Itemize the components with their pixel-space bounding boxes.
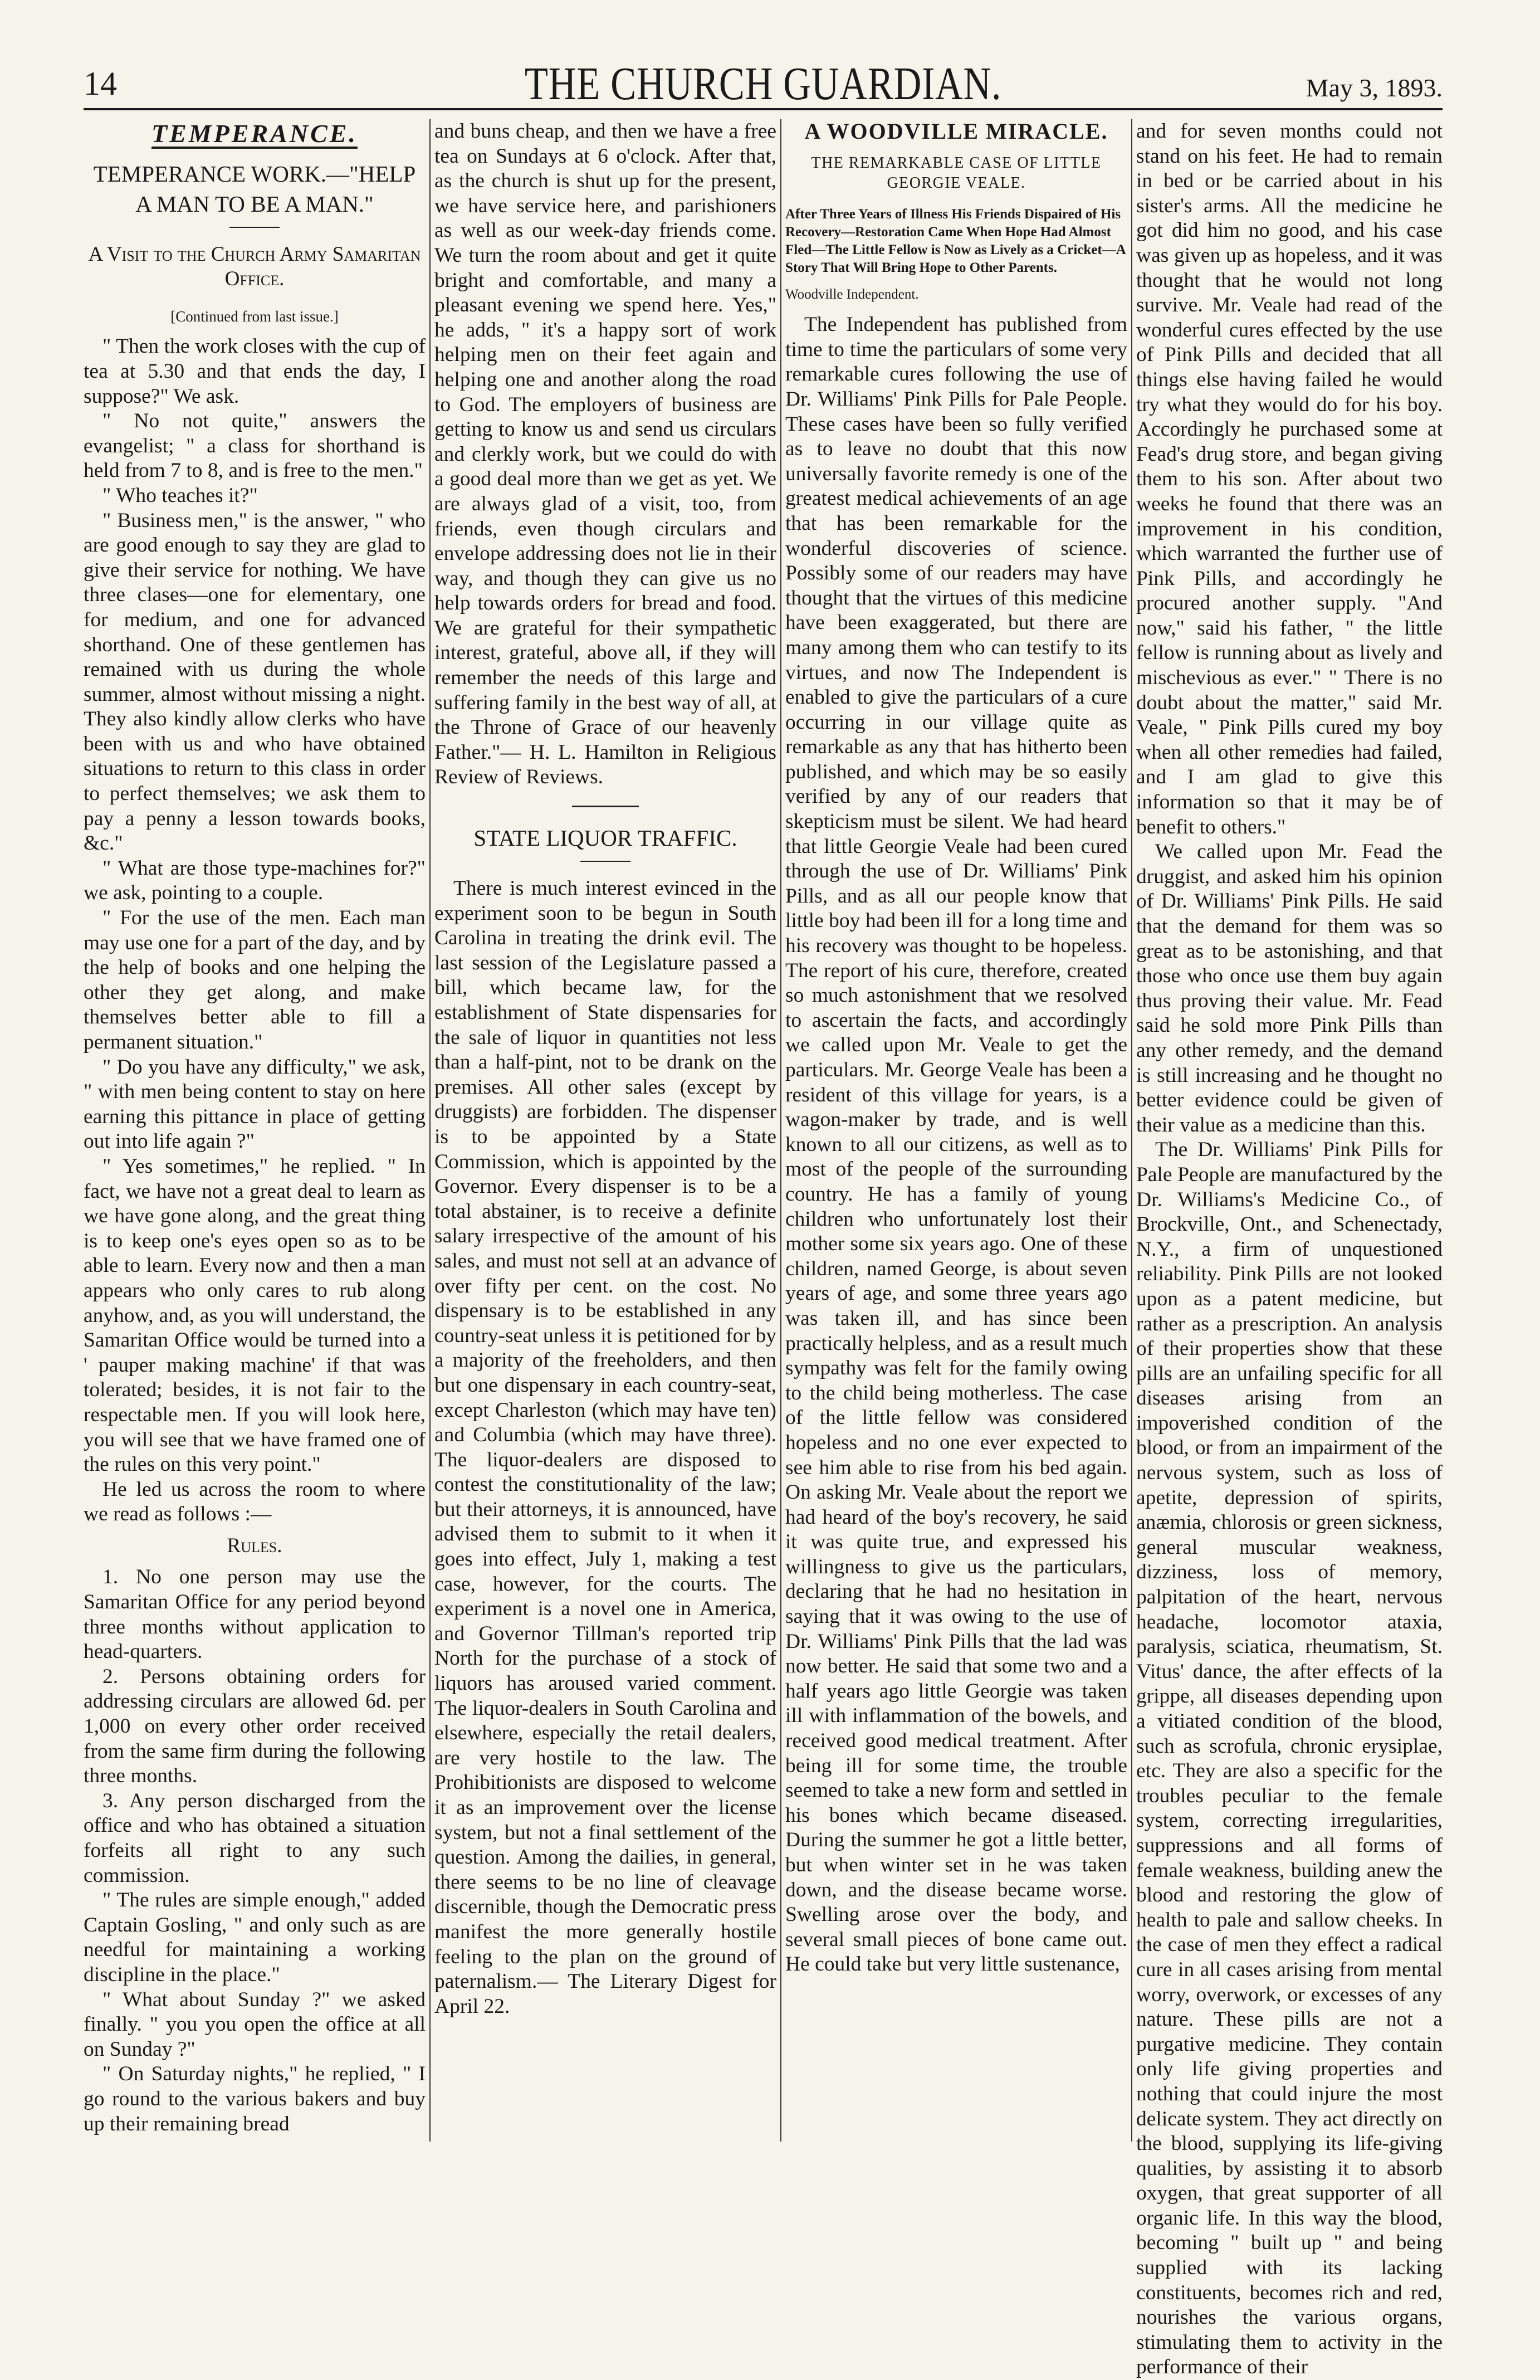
masthead xyxy=(84,58,1443,110)
rule-item: 2. Persons obtaining orders for addressing circulars are allowed 6d. per 1,000 on every other order received from the same firm during the following three months. xyxy=(84,1665,426,1788)
continued-note: [Continued from last issue.] xyxy=(170,308,339,325)
rules-heading: Rules. xyxy=(227,1534,282,1557)
article-headline: STATE LIQUOR TRAFFIC. xyxy=(473,825,737,851)
column-1 xyxy=(84,119,426,2142)
column-rule xyxy=(1131,119,1132,2142)
paragraph: and buns cheap, and then we have a free tea on Sundays at 6 o'clock. After that, as the church is shut up for the present, we have service here, and parishioners as well as our week-day friends come. We turn the room about and get it quite bright and comfortable, and many a pleasant evening we spend here. Yes," he adds, " it's a happy sort of work helping men on their feet again and helping one and another along the road to God. The employers of business are getting to know us and send us circulars and clerkly work, but we could do with a good deal more than we get as yet. We are always glad of a visit, too, from friends, even though circulars and envelope addressing does not lie in their way, and though they can give us no help towards orders for bread and food. We are grateful for their sympathetic interest, grateful, above all, if they will remember the needs of this large and suffering family in the best way of all, at the Throne of Grace of our heavenly Father."— H. L. Hamilton in Religious Review of Reviews. xyxy=(434,120,776,789)
divider xyxy=(580,861,630,862)
paragraph: " Then the work closes with the cup of tea at 5.30 and that ends the day, I suppose?" We ask. xyxy=(84,335,426,408)
paragraph: We called upon Mr. Fead the druggist, and asked him his opinion of Dr. Williams' Pink Pills. He said that the demand for them was so great as to be astonishing, and that those who once use them buy again thus proving their value. Mr. Fead said he sold more Pink Pills than any other remedy, and the demand is still increasing and he thought no better evidence could be given of their value as a medicine than this. xyxy=(1136,840,1443,1137)
paragraph: and for seven months could not stand on his feet. He had to remain in bed or be carried about in his sister's arms. All the medicine he got did him no good, and his case was given up as hopeless, and it was thought that he would not long survive. Mr. Veale had read of the wonderful cures effected by the use of Pink Pills and decided that all things else having failed he would try what they would do for his boy. Accordingly he purchased some at Fead's drug store, and began giving them to his son. After about two weeks he found that there was an improvement in his condition, which warranted the further use of Pink Pills, and accordingly he procured another supply. "And now," said his father, " the little fellow is running about as lively and mischevious as ever." " There is no doubt about the matter," said Mr. Veale, " Pink Pills cured my boy when all other remedies had failed, and I am glad to give this information so that it may be of benefit to others." xyxy=(1136,120,1443,838)
paragraph: The Dr. Williams' Pink Pills for Pale People are manufactured by the Dr. Williams's Medicine Co., of Brockville, Ont., and Schenectady, N.Y., a firm of unquestioned reliability. Pink Pills are not looked upon as a patent medicine, but rather as a prescription. An analysis of their properties show that these pills are an unfailing specific for all diseases arising from an impoverished condition of the blood, or from an impairment of the nervous system, such as loss of apetite, depression of spirits, anæmia, chlorosis or green sickness, general muscular weakness, dizziness, loss of memory, palpitation of the heart, nervous headache, locomotor ataxia, paralysis, sciatica, rheumatism, St. Vitus' dance, the after effects of la grippe, all diseases depending upon a vitiated condition of the blood, such as scrofula, chronic erysiplae, etc. They are also a specific for the troubles peculiar to the female system, correcting irregularities, suppressions and all forms of female weakness, building anew the blood and restoring the glow of health to pale and sallow cheeks. In the case of men they effect a radical cure in all cases arising from mental worry, overwork, or excesses of any nature. These pills are not a purgative medicine. They contain only life giving properties and nothing that could injure the most delicate system. They act directly on the blood, supplying its life-giving qualities, by assisting it to absorb oxygen, that great supporter of all organic life. In this way the blood, becoming " built up " and being supplied with its lacking constituents, becomes rich and red, nourishes the various organs, stimulating them to activity in the performance of their xyxy=(1136,1138,1443,2379)
rule-item: 3. Any person discharged from the office and who has obtained a situation forfeits all right to any such commission. xyxy=(84,1789,426,1887)
column-rule xyxy=(429,119,431,2142)
paragraph: " Yes sometimes," he replied. " In fact, we have not a great deal to learn as we have gone along, and the great thing is to keep one's eyes open so as to be able to learn. Every now and then a man appears who only cares to rub along anyhow, and, as you will understand, the Samaritan Office would be turned into a ' pauper making machine' if that was tolerated; besides, it is not fair to the respectable men. If you will look here, you will see that we have framed one of the rules on this very point." xyxy=(84,1154,426,1476)
issue-date: May 3, 1893. xyxy=(1306,74,1443,102)
column-rule xyxy=(780,119,781,2142)
divider xyxy=(229,227,280,228)
paragraph: " On Saturday nights," he replied, " I go round to the various bakers and buy up their remaining bread xyxy=(84,2062,426,2135)
paragraph: The Independent has published from time to time the particulars of some very remarkable cures following the use of Dr. Williams' Pink Pills for Pale People. These cases have been so fully verified as to leave no doubt that this now universally favorite remedy is one of the greatest medical achievements of an age that has been remarkable for the wonderful discoveries of science. Possibly some of our readers may have thought that the virtues of this medicine have been exaggerated, but there are many among them who can testify to its virtues, and now The Independent is enabled to give the particulars of a cure occurring in our village quite as remarkable as any that has hitherto been published, and which may be so easily verified by any of our readers that skepticism must be silent. We had heard that little Georgie Veale had been cured through the use of Dr. Williams' Pink Pills, and as all our people know that little boy had been ill for a long time and his recovery was thought to be hopeless. The report of his cure, therefore, created so much astonishment that we resolved to ascertain the facts, and accordingly we called upon Mr. Veale to get the particulars. Mr. George Veale has been a resident of this village for years, is a wagon-maker by trade, and is well known to all our citizens, as well as to most of the people of the surrounding country. He has a family of young children who unfortunately lost their mother some six years ago. One of these children, named George, is about seven years of age, and some three years ago was taken ill, and has since been practically helpless, and as a result much sympathy was felt for the family owing to the child being motherless. The case of the little fellow was considered hopeless and no one ever expected to see him able to rise from his bed again. On asking Mr. Veale about the report we had heard of the boy's recovery, he said it was quite true, and expressed his willingness to give us the particulars, declaring that he had no hesitation in saying that it was owing to the use of Dr. Williams' Pink Pills that the lad was now better. He said that some two and a half years ago little Georgie was taken ill with inflammation of the bowels, and received good medical treatment. After being ill for some time, the trouble seemed to take a new form and settled in his bones which became diseased. During the summer he got a little better, but when winter set in he was taken down, and the disease became worse. Swelling arose over the body, and several small pieces of bone came out. He could take but very little sustenance, xyxy=(785,313,1127,1976)
paragraph: " What are those type-machines for?" we ask, pointing to a couple. xyxy=(84,856,426,905)
paragraph: " Business men," is the answer, " who are good enough to say they are glad to give their service for nothing. We have three clases—one for elementary, one for medium, and one for advanced shorthand. One of these gentlemen has remained with us during the whole summer, almost without missing a night. They also kindly allow clerks who have been with us and who have obtained situations to return to this class in order to perfect themselves; we ask them to pay a penny a lesson towards books, &c." xyxy=(84,509,426,855)
column-3 xyxy=(785,119,1127,2142)
newspaper-title: THE CHURCH GUARDIAN. xyxy=(524,58,1002,110)
page-number: 14 xyxy=(84,65,117,102)
article-separator xyxy=(572,806,639,807)
paragraph: There is much interest evinced in the experiment soon to be begun in South Carolina in treating the drink evil. The last session of the Legislature passed a bill, which became law, for the establishment of State dispensaries for the sale of liquor in quantities not less than a half-pint, not to be drank on the premises. All other sales (except by druggists) are forbidden. The dispenser is to be appointed by a State Commission, which is appointed by the Governor. Every dispenser is to be a total abstainer, is to receive a definite salary irrespective of the amount of his sales, and must not sell at an advance of over fifty per cent. on the cost. No dispensary is to be established in any country-seat unless it is petitioned for by a majority of the freeholders, and then but one dispensary in each country-seat, except Charleston (which may have ten) and Columbia (which may have three). The liquor-dealers are disposed to contest the constitutionality of the law; but their attorneys, it is announced, have advised them to submit to it when it goes into effect, July 1, making a test case, however, for the courts. The experiment is a novel one in America, and Governor Tillman's reported trip North for the purchase of a stock of liquors has aroused varied comment. The liquor-dealers in South Carolina and elsewhere, especially the retail dealers, are very hostile to the law. The Prohibitionists are disposed to welcome it as an improvement over the license system, but not a final settlement of the question. Among the dailies, in general, there seems to be no line of cleavage discernible, though the Democratic press manifest the more generally hostile feeling to the plan on the ground of paternalism.— The Literary Digest for April 22. xyxy=(434,877,776,2018)
section-heading: TEMPERANCE. xyxy=(151,119,358,148)
paragraph: " What about Sunday ?" we asked finally. " you you open the office at all on Sunday ?" xyxy=(84,1988,426,2061)
paragraph: " Who teaches it?" xyxy=(102,484,258,507)
paragraph: " No not quite," answers the evangelist; " a class for shorthand is held from 7 to 8, and is free to the men." xyxy=(84,409,426,482)
paragraph: " For the use of the men. Each man may use one for a part of the day, and by the help of books and one helping the other they get along, and make themselves better able to fill a permanent situation." xyxy=(84,906,426,1054)
article-subhead: THE REMARKABLE CASE OF LITTLE GEORGIE VEALE. xyxy=(811,154,1102,192)
article-headline: A WOODVILLE MIRACLE. xyxy=(804,119,1108,144)
paragraph: " The rules are simple enough," added Captain Gosling, " and only such as are needful for maintaining a working discipline in the place." xyxy=(84,1889,426,1986)
article-subhead: A Visit to the Church Army Samaritan Office. xyxy=(88,242,421,291)
paragraph: " Do you have any difficulty," we ask, " with men being content to stay on here earning this pittance in place of getting out into life again ?" xyxy=(84,1055,426,1153)
paragraph: He led us across the room to where we read as follows :— xyxy=(84,1477,426,1526)
article-headline: TEMPERANCE WORK.—"HELP A MAN TO BE A MAN." xyxy=(93,160,416,217)
rule-item: 1. No one person may use the Samaritan Office for any period beyond three months without application to head-quarters. xyxy=(84,1565,426,1664)
column-4 xyxy=(1136,119,1443,2379)
article-credit: Woodville Independent. xyxy=(785,286,919,302)
article-deck: After Three Years of Illness His Friends Dispaired of His Recovery—Restoration Came When Hope Had Almost Fled—The Little Fellow is Now as Lively as a Cricket—A Story That Will Bring Hope to Other Parents. xyxy=(785,206,1126,275)
column-2 xyxy=(434,119,776,2142)
